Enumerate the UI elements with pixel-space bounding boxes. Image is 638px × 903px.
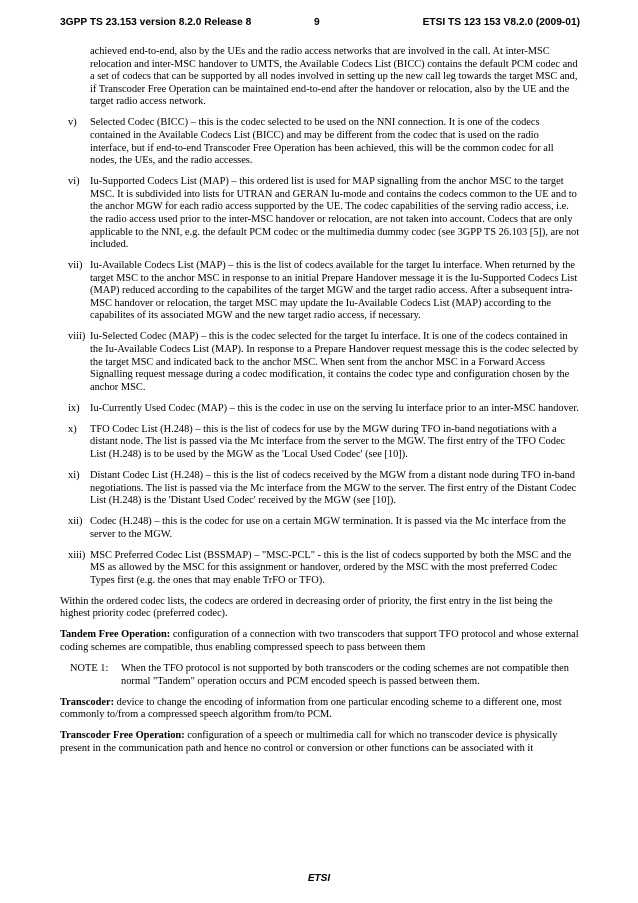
page-footer-etsi: ETSI <box>307 873 331 884</box>
list-item <box>60 403 580 416</box>
list-item-text: Iu-Selected Codec (MAP) – this is the codec selected for the target Iu interface. It is one of the codecs contained in the Iu-Available Codecs List (MAP). In response to a Prepare Handover request message this is the codec selected by the target MSC and indicated back to the anchor MSC. When sent from the anchor MSC in a Forward Access Signalling request message during a codec modification, it contains the codec type and configuration chosen by the anchor MSC. <box>90 331 579 393</box>
list-item-text: MSC Preferred Codec List (BSSMAP) – "MSC-PCL" - this is the list of codecs supported by both the MSC and the MS as allowed by the MSC for this assignment or handover, ordered by the MSC with the most preferred Codec Types first (e.g. the ones that may enable TrFO or TFO). <box>90 549 572 586</box>
list-item-number: vi) <box>68 176 80 188</box>
list-item-number: ix) <box>68 402 80 414</box>
list-item-number: xiii) <box>68 549 86 561</box>
list-item <box>60 516 580 541</box>
list-item-text: Codec (H.248) – this is the codec for use on a certain MGW termination. It is passed via the Mc interface from the server to the MGW. <box>90 516 566 540</box>
list-item-text: Distant Codec List (H.248) – this is the list of codecs received by the MGW from a distant node during TFO in-band negotiations. The list is passed via the Mc interface from the MGW to the server. The first entry of the Distant Codec List (H.248) is the 'Distant Used Codec' received by the MGW (see [10]). <box>90 469 577 507</box>
header-spec-title: 3GPP TS 23.153 version 8.2.0 Release 8 <box>60 17 252 28</box>
page-header <box>60 17 580 31</box>
list-item-number: xi) <box>68 469 80 481</box>
note-1 <box>60 663 580 688</box>
note-text: When the TFO protocol is not supported by both transcoders or the coding schemes are not compatible then normal "Tandem" operation occurs and PCM encoded speech is passed between them. <box>121 663 569 687</box>
list-item <box>60 260 580 323</box>
list-item <box>60 117 580 167</box>
definition-text: device to change the encoding of information from one particular encoding scheme to a different one, most commonly to/from a compressed speech algorithm from/to PCM. <box>60 696 562 721</box>
ordering-paragraph: Within the ordered codec lists, the codecs are ordered in decreasing order of priority, the first entry in the list being the highest priority codec (preferred codec). <box>60 595 553 620</box>
header-etsi-reference: ETSI TS 123 153 V8.2.0 (2009-01) <box>422 17 580 28</box>
definition-term: Transcoder: <box>60 696 115 708</box>
list-item-text: Iu-Currently Used Codec (MAP) – this is the codec in use on the serving Iu interface prior to an inter-MSC handover. <box>90 402 579 414</box>
list-item <box>60 424 580 462</box>
list-item-text: Iu-Available Codecs List (MAP) – this is the list of codecs available for the target Iu interface. When returned by the target MSC to the anchor MSC in response to an initial Prepare Handover message it is the Iu-Supported Codecs List (MAP) reduced according to the capabilites of the target MGW and the target radio access. After a subsequent intra-MSC handover or relocation, the target MSC may update the Iu-Available Codecs List (MAP) according to the capabilites of its associated MGW and the new target radio access, if necessary. <box>90 260 578 322</box>
continuation-paragraph: achieved end-to-end, also by the UEs and the radio access networks that are involved in the call. At inter-MSC relocation and inter-MSC handover to UMTS, the Available Codecs List (BICC) contains the default PCM codec and a set of codecs that can be supported by all nodes involved in setting up the new call leg towards the target MSC and, if Transcoder Free Operation can be maintained end-to-end after the handover or relocation, also by the UE and the target radio access network. <box>90 46 578 108</box>
list-item-text: TFO Codec List (H.248) – this is the list of codecs for use by the MGW during TFO in-band negotiations with a distant node. The list is passed via the Mc interface from the server to the MGW. The first entry of the TFO Codec List (H.248) is to be used by the MGW as the 'Local Used Codec' (see [10]). <box>90 423 566 460</box>
list-item-number: xii) <box>68 516 83 528</box>
definition-transcoder <box>60 697 580 722</box>
definition-text: configuration of a connection with two transcoders that support TFO protocol and whose external coding schemes are compatible, thus enabling compressed speech to pass between them <box>60 629 579 654</box>
definition-text: configuration of a speech or multimedia call for which no transcoder device is physically present in the communication path and hence no control or conversion or other functions can be associated with it <box>60 730 558 754</box>
page-body <box>60 46 580 755</box>
list-item-number: viii) <box>68 331 86 343</box>
list-item-number: v) <box>68 117 77 129</box>
header-page-number: 9 <box>314 17 320 28</box>
note-label: NOTE 1: <box>70 663 109 675</box>
definition-term: Tandem Free Operation: <box>60 629 171 641</box>
list-item <box>60 176 580 252</box>
list-item <box>60 550 580 588</box>
definition-term: Transcoder Free Operation: <box>60 730 185 742</box>
list-item-number: vii) <box>68 260 83 272</box>
definition-tandem-free-operation <box>60 629 580 654</box>
list-item-text: Iu-Supported Codecs List (MAP) – this ordered list is used for MAP signalling from the anchor MSC to the target MSC. It is subdivided into lists for UTRAN and GERAN Iu-mode and contains the codecs common to the UE and to the anchor MGW for each radio access supported by the UE. The codec capabilities of the serving radio access, i.e. the radio access used prior to the inter-MSC handover or relocation, are not taken into account. Codecs that are only applicable to the NNI, e.g. the default PCM codec or the multimedia dummy codec (see 3GPP TS 26.103 [5]), are not included. <box>90 176 580 251</box>
list-item <box>60 470 580 508</box>
list-item <box>60 331 580 394</box>
list-item-text: Selected Codec (BICC) – this is the codec selected to be used on the NNI connection. It is one of the codecs contained in the Available Codecs List (BICC) and may be different from the codec that is used on the radio interface, but if end-to-end Transcoder Free Operation has been achieved, this will be the common codec for all nodes, the UEs, and the radio accesses. <box>90 117 554 167</box>
definition-transcoder-free-operation <box>60 730 580 755</box>
list-item-number: x) <box>68 423 77 435</box>
